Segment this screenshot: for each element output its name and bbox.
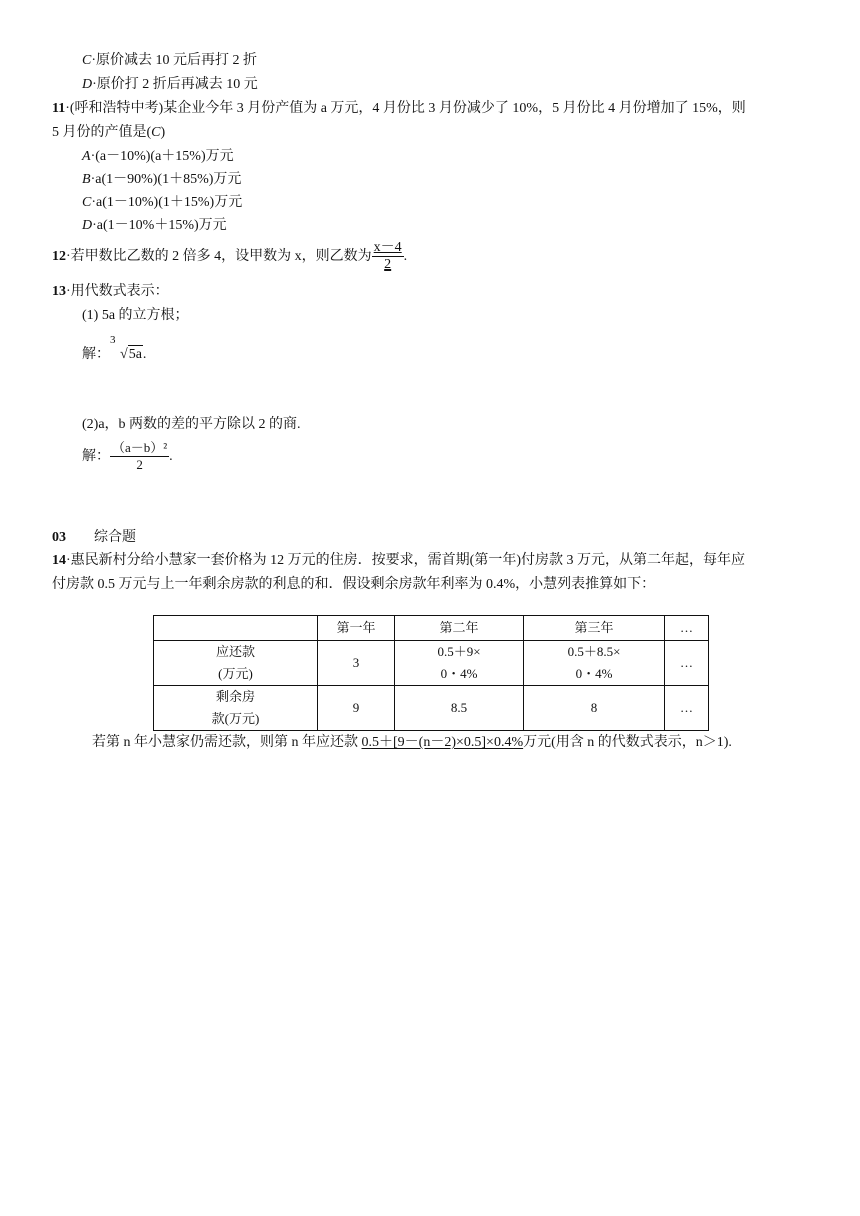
root-index: 3 [110,334,116,346]
q12-stem [52,240,407,274]
solution-label: 解： [82,347,110,362]
conclusion-answer: 0.5＋[9－(n－2)×0.5]×0.4% [361,735,524,750]
question-text: 付房款 0.5 万元与上一年剩余房款的利息的和．假设剩余房款年利率为 0.4%，小慧列表推算如下： [52,577,656,592]
punctuation: . [142,347,147,362]
question-number: 14 [52,553,66,568]
q11-option-b [82,171,241,189]
label-line: 应还款 [215,644,255,659]
question-number: 13 [52,284,66,299]
header-cell-year3: 第三年 [524,616,665,641]
q11-option-c [82,194,242,212]
cell-line: 0・4% [440,666,478,681]
header-cell-year2: 第二年 [395,616,524,641]
option-text: ·a(1－90%)(1＋85%)万元 [90,172,242,187]
q13-part2 [82,416,301,434]
question-text: 5 月份的产值是( [52,125,152,140]
question-text: ·若甲数比乙数的 2 倍多 4，设甲数为 x，则乙数为 [66,249,372,264]
row-label-remaining [154,686,318,731]
q13-solution2 [82,440,173,474]
question-number: 12 [52,249,66,264]
q11-stem-line2 [52,124,165,142]
q13-stem [52,283,169,301]
cell-line: 0・4% [575,666,613,681]
header-cell-year1: 第一年 [318,616,395,641]
question-text: ·用代数式表示： [66,284,169,299]
radicand: 5a [128,347,142,362]
label-line: 剩余房 [215,689,255,704]
option-letter: C [82,195,92,210]
cell-year2 [395,641,524,686]
part-text: (2)a，b 两数的差的平方除以 2 的商. [82,417,301,432]
q13-part1 [82,307,189,325]
cell-ellipsis: … [665,641,709,686]
header-cell-empty [154,616,318,641]
label-line: 款(万元) [211,711,260,726]
radical-sign-icon: √ [120,347,128,362]
cell-year3: 8 [524,686,665,731]
question-text: ·惠民新村分给小慧家一套价格为 12 万元的住房．按要求，需首期(第一年)付房款 3 万元，从第二年起，每年应 [66,553,745,568]
q12-answer-fraction [372,240,404,273]
option-text: ·a(1－10%)(1＋15%)万元 [91,195,243,210]
table-row [154,686,709,731]
cell-line: 0.5＋9× [437,644,481,659]
option-letter: B [82,172,91,187]
q14-stem-line2 [52,576,655,594]
conclusion-text: 万元(用含 n 的代数式表示，n＞1). [523,735,732,750]
option-text: ·原价减去 10 元后再打 2 折 [91,53,258,68]
answer-choice: C [151,125,161,140]
cube-root-expression [110,334,143,364]
part-text: (1) 5a 的立方根； [82,308,189,323]
fraction-numerator: x－4 [373,240,402,256]
label-line: (万元) [218,666,253,681]
question-text: ·(呼和浩特中考)某企业今年 3 月份产值为 a 万元，4 月份比 3 月份减少了 10%，5 月份比 4 月份增加了 15%，则 [65,101,746,116]
cell-year2: 8.5 [395,686,524,731]
q11-stem-line1 [52,100,746,118]
fraction-denominator: 2 [384,257,392,273]
option-text: ·(a－10%)(a＋15%)万元 [90,149,234,164]
cell-ellipsis: … [665,686,709,731]
option-text: ·原价打 2 折后再减去 10 元 [92,77,258,92]
table-header-row [154,616,709,641]
conclusion-text: 若第 n 年小慧家仍需还款，则第 n 年应还款 [92,735,362,750]
fraction-denominator: 2 [136,457,143,473]
cell-year1: 9 [318,686,395,731]
question-text: ) [160,125,166,140]
section-title: 综合题 [94,530,136,545]
q10-option-c [82,52,257,70]
option-text: ·a(1－10%＋15%)万元 [92,218,227,233]
section-number: 03 [52,530,66,545]
header-cell-ellipsis: … [665,616,709,641]
q11-option-a [82,148,234,166]
question-number: 11 [52,101,66,116]
punctuation: . [169,449,173,464]
row-label-payment [154,641,318,686]
solution-label: 解： [82,449,110,464]
punctuation: . [403,249,408,264]
cell-year3 [524,641,665,686]
option-letter: A [82,149,91,164]
q13-solution1 [82,334,147,364]
table-row [154,641,709,686]
q13-solution-fraction [110,440,169,473]
option-letter: C [82,53,92,68]
q10-option-d [82,76,258,94]
q14-stem-line1 [52,552,745,570]
cell-year1: 3 [318,641,395,686]
option-letter: D [82,218,93,233]
repayment-table [153,615,709,731]
q14-conclusion [92,734,732,752]
q11-option-d [82,217,227,235]
section-header [52,529,136,547]
cell-line: 0.5＋8.5× [567,644,621,659]
fraction-numerator: （a－b）² [112,440,168,456]
option-letter: D [82,77,93,92]
